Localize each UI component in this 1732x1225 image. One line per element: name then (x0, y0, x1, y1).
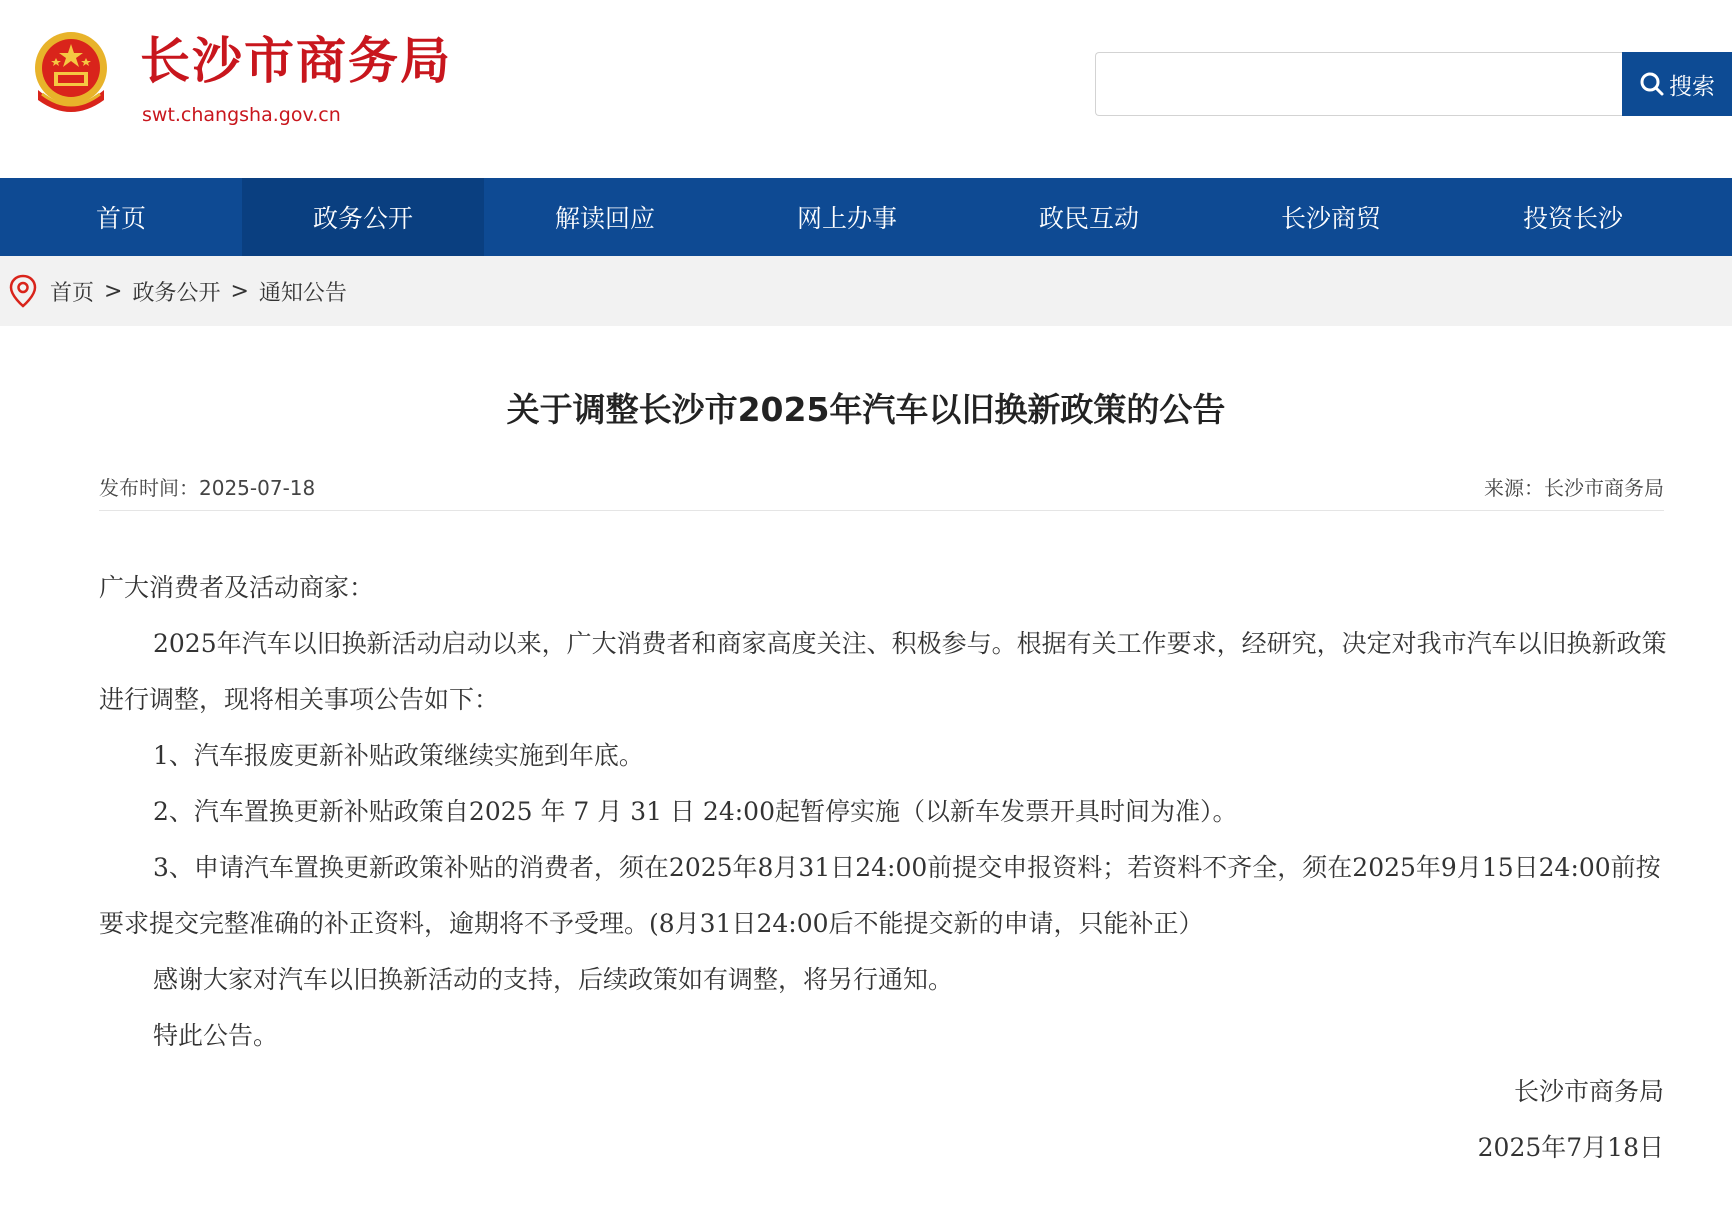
search-button[interactable] (1622, 52, 1732, 116)
breadcrumb-separator: > (104, 278, 123, 304)
nav-item-home[interactable]: 首页 (95, 204, 146, 233)
paragraph-item-3: 3、申请汽车置换更新政策补贴的消费者，须在2025年8月31日24:00前提交申报资料；若资料不齐全，须在2025年9月15日24:00前按要求提交完整准确的补正资料，逾期将不予受理。(8月31日24:00后不能提交新的申请，只能补正） (99, 853, 1661, 938)
breadcrumb-government-affairs[interactable]: 政务公开 (132, 280, 221, 306)
breadcrumb-notices[interactable]: 通知公告 (258, 280, 347, 306)
search-button-label: 搜索 (1669, 73, 1715, 100)
main-nav (0, 178, 1732, 256)
nav-item-government-affairs[interactable]: 政务公开 (242, 178, 484, 256)
breadcrumb (0, 256, 1732, 326)
location-pin-icon (8, 274, 38, 308)
national-emblem-icon[interactable] (28, 28, 114, 118)
breadcrumb-separator: > (230, 278, 249, 304)
nav-item-interpretation[interactable]: 解读回应 (554, 204, 655, 233)
paragraph-item-2: 2、汽车置换更新补贴政策自2025 年 7 月 31 日 24:00起暂停实施（以新车发票开具时间为准）。 (153, 797, 1238, 826)
nav-item-invest-changsha[interactable]: 投资长沙 (1522, 204, 1623, 233)
article-title: 关于调整长沙市2025年汽车以旧换新政策的公告 (506, 390, 1226, 429)
site-title[interactable]: 长沙市商务局 (140, 32, 452, 90)
paragraph-thanks: 感谢大家对汽车以旧换新活动的支持，后续政策如有调整，将另行通知。 (153, 965, 954, 994)
site-header (0, 0, 1732, 178)
signature: 长沙市商务局 (1513, 1077, 1664, 1106)
breadcrumb-home[interactable]: 首页 (50, 280, 95, 306)
nav-item-online-services[interactable]: 网上办事 (796, 204, 897, 233)
divider (99, 510, 1664, 511)
search-input[interactable] (1095, 52, 1623, 116)
article-source: 来源：长沙市商务局 (1484, 476, 1664, 500)
site-url: swt.changsha.gov.cn (142, 104, 341, 126)
paragraph-closing: 特此公告。 (153, 1021, 279, 1050)
paragraph-intro: 2025年汽车以旧换新活动启动以来，广大消费者和商家高度关注、积极参与。根据有关工作要求，经研究，决定对我市汽车以旧换新政策进行调整，现将相关事项公告如下： (99, 629, 1667, 714)
article-body (99, 560, 1667, 1064)
nav-item-interaction[interactable]: 政民互动 (1038, 204, 1139, 233)
publish-time: 发布时间：2025-07-18 (99, 476, 316, 500)
nav-item-changsha-trade[interactable]: 长沙商贸 (1280, 204, 1381, 233)
salutation: 广大消费者及活动商家： (99, 573, 375, 602)
search-icon (1639, 71, 1665, 97)
signature-date: 2025年7月18日 (1477, 1133, 1664, 1162)
paragraph-item-1: 1、汽车报废更新补贴政策继续实施到年底。 (153, 741, 644, 770)
